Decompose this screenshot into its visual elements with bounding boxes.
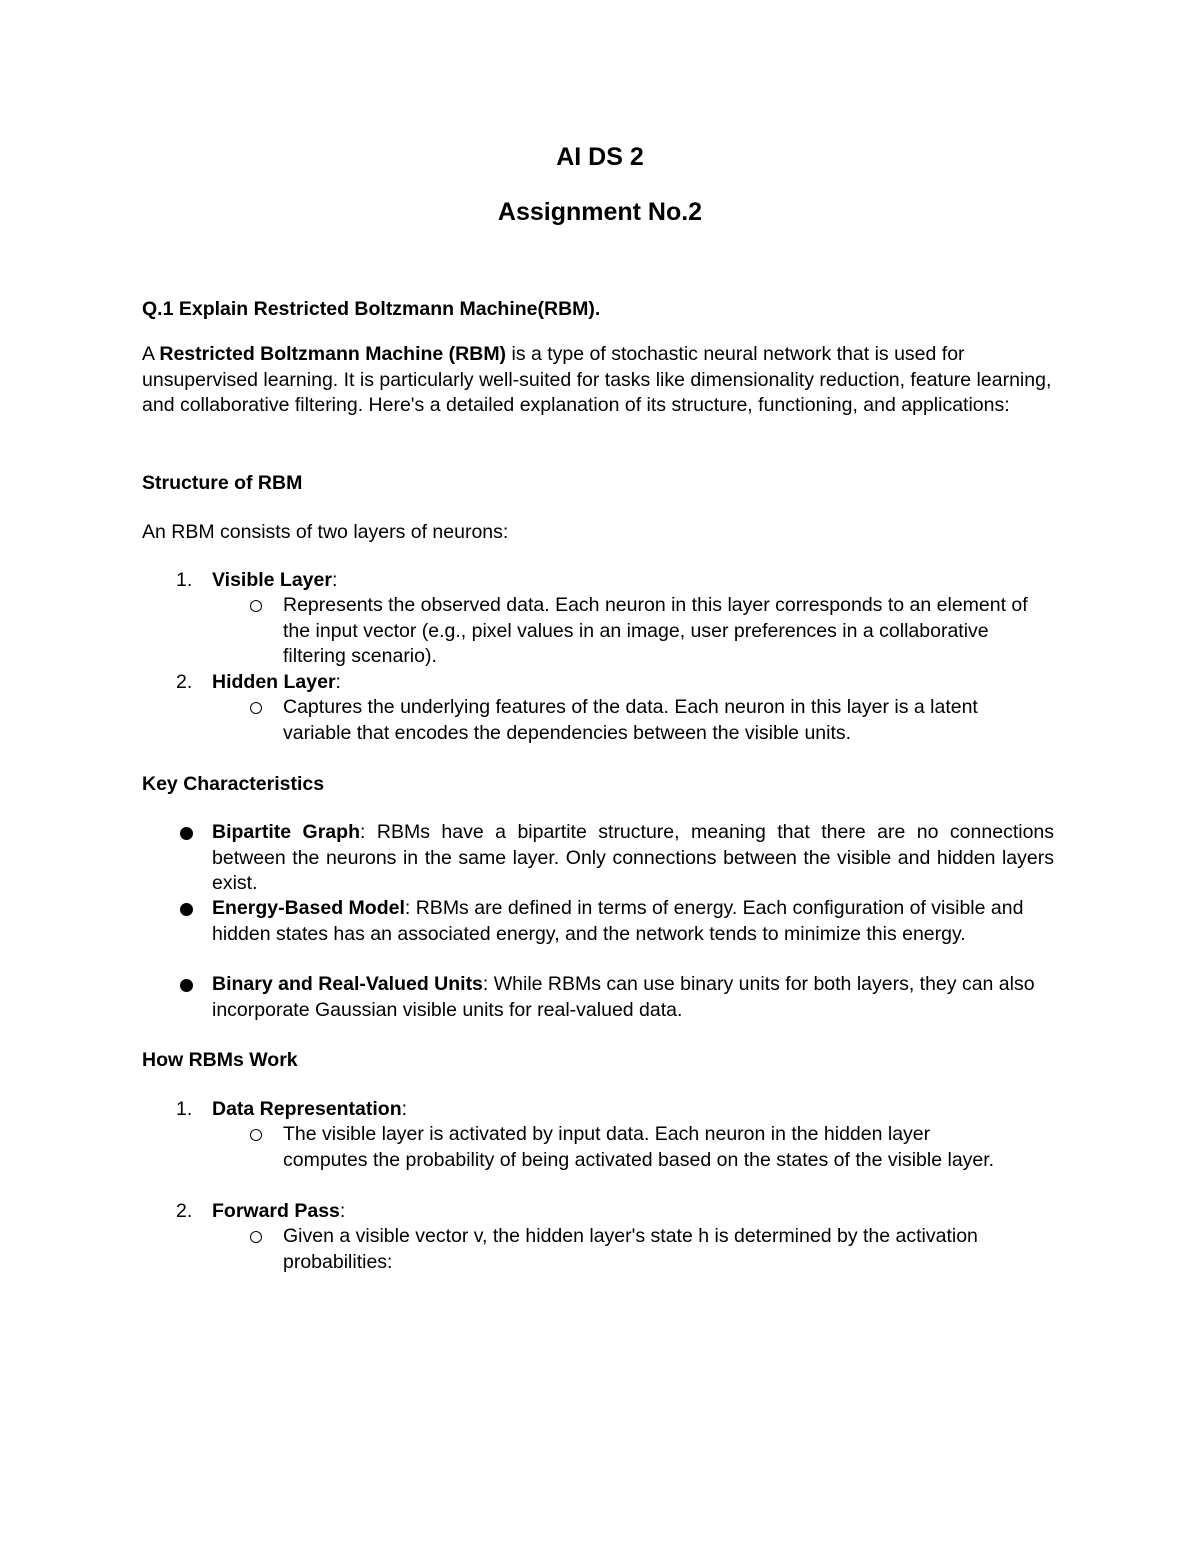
intro-rest: is a type of stochastic neural network that is used for unsupervised learning. It is particularly well-suited for tasks like dimensionality reduction, feature learning, and collaborative filtering. Here's a detailed explanation of its structure, functioning, and applications: <box>142 343 1052 416</box>
key-item-title: Bipartite Graph <box>212 821 360 843</box>
intro-paragraph <box>142 342 1077 419</box>
list-item-data-representation: Data Representation: <box>212 1098 408 1120</box>
key-item-bipartite: Bipartite Graph: RBMs have a bipartite structure, meaning that there are no connections between the neurons in the same layer. Only connections between the visible and hidden layers exist. <box>212 821 1055 894</box>
list-number: 1. <box>176 1098 193 1120</box>
question-heading: Q.1 Explain Restricted Boltzmann Machine(RBM). <box>142 298 601 320</box>
list-subitem: Given a visible vector v, the hidden layer's state h is determined by the activation probabilities: <box>283 1225 978 1273</box>
list-item-title: Visible Layer <box>212 569 332 591</box>
list-number: 1. <box>176 569 193 591</box>
list-subitem: Represents the observed data. Each neuron in this layer corresponds to an element of the input vector (e.g., pixel values in an image, user preferences in a collaborative filtering scenario). <box>283 594 1028 667</box>
circle-bullet-icon <box>250 600 262 612</box>
list-item-forward-pass: Forward Pass: <box>212 1200 346 1222</box>
section-heading-how: How RBMs Work <box>142 1049 298 1071</box>
circle-bullet-icon <box>250 1231 262 1243</box>
list-item-title: Forward Pass <box>212 1200 340 1222</box>
bullet-dot-icon <box>180 827 193 840</box>
list-item-title: Hidden Layer <box>212 671 336 693</box>
key-item-title: Binary and Real-Valued Units <box>212 973 483 995</box>
section-heading-structure: Structure of RBM <box>142 472 303 494</box>
doc-title: AI DS 2 <box>556 143 644 171</box>
bullet-dot-icon <box>180 979 193 992</box>
list-subitem: The visible layer is activated by input data. Each neuron in the hidden layer computes the probability of being activated based on the states of the visible layer. <box>283 1123 995 1171</box>
list-item-hidden-layer: Hidden Layer: <box>212 671 341 693</box>
circle-bullet-icon <box>250 1129 262 1141</box>
intro-bold: Restricted Boltzmann Machine (RBM) <box>159 343 507 365</box>
doc-subtitle: Assignment No.2 <box>497 198 703 226</box>
structure-intro: An RBM consists of two layers of neurons: <box>142 521 509 543</box>
list-number: 2. <box>176 671 193 693</box>
intro-prefix: A <box>142 343 160 365</box>
key-item-title: Energy-Based Model <box>212 897 405 919</box>
list-number: 2. <box>176 1200 193 1222</box>
bullet-dot-icon <box>180 903 193 916</box>
list-item-title: Data Representation <box>212 1098 402 1120</box>
key-item-binary: Binary and Real-Valued Units: While RBMs can use binary units for both layers, they can also incorporate Gaussian visible units for real-valued data. <box>212 973 1035 1021</box>
section-heading-key: Key Characteristics <box>142 773 325 795</box>
list-subitem: Captures the underlying features of the data. Each neuron in this layer is a latent variable that encodes the dependencies between the visible units. <box>283 696 978 744</box>
circle-bullet-icon <box>250 702 262 714</box>
list-item-visible-layer: Visible Layer: <box>212 569 338 591</box>
key-item-energy: Energy-Based Model: RBMs are defined in terms of energy. Each configuration of visible and hidden states has an associated energy, and the network tends to minimize this energy. <box>212 897 1024 945</box>
